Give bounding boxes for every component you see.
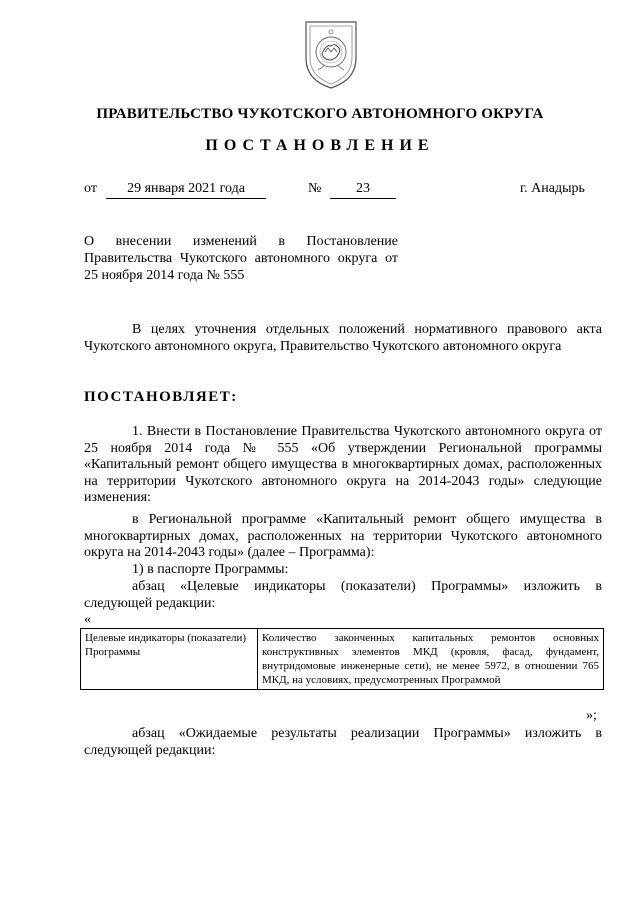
document-date: 29 января 2021 года	[106, 180, 266, 199]
item-1: 1. Внести в Постановление Правительства Чукотского автономного округа от 25 ноября 2014 года № 555 «Об утверждении Региональной программы «Капитальный ремонт общего имущества в многоквартирных домах, расположенных на территории Чукотского автономного округа на 2014-2043 годы» следующие изменения:	[84, 424, 602, 505]
indicators-table	[80, 628, 604, 690]
decree-word: ПОСТАНОВЛЯЕТ:	[84, 389, 238, 405]
open-quote: «	[84, 612, 91, 627]
document-kind: ПОСТАНОВЛЕНИЕ	[205, 137, 435, 154]
document-subject: О внесении изменений в Постановление Правительства Чукотского автономного округа от 25 ноября 2014 года № 555	[84, 234, 398, 283]
number-label: №	[308, 181, 322, 196]
from-label: от	[84, 181, 97, 196]
item-1-subparagraph: в Региональной программе «Капитальный ремонт общего имущества в многоквартирных домах, расположенных на территории Чукотского автономного округа на 2014-2043 годы» (далее – Программа):	[84, 512, 602, 560]
close-quote: »;	[586, 708, 597, 723]
abzac-1: абзац «Целевые индикаторы (показатели) Программы» изложить в следующей редакции:	[84, 579, 602, 611]
preamble: В целях уточнения отдельных положений нормативного правового акта Чукотского автономного округа, Правительство Чукотского автономного округа	[84, 322, 602, 354]
abzac-2: абзац «Ожидаемые результаты реализации Программы» изложить в следующей редакции:	[84, 726, 602, 758]
table-cell-value: Количество законченных капитальных ремонтов основных конструктивных элементов МКД (кровля, фасад, фундамент, внутридомовые инженерные сети), не менее 5972, в отношении 765 МКД, на условиях, предусмотренных Программой	[258, 629, 604, 690]
table-row	[81, 629, 604, 690]
table-cell-label: Целевые индикаторы (показатели) Программы	[81, 629, 258, 690]
government-title: ПРАВИТЕЛЬСТВО ЧУКОТСКОГО АВТОНОМНОГО ОКРУГА	[96, 106, 544, 122]
subitem-1: 1) в паспорте Программы:	[132, 562, 289, 577]
coat-of-arms-icon	[300, 18, 362, 90]
city: г. Анадырь	[520, 181, 585, 196]
document-number: 23	[330, 180, 396, 199]
